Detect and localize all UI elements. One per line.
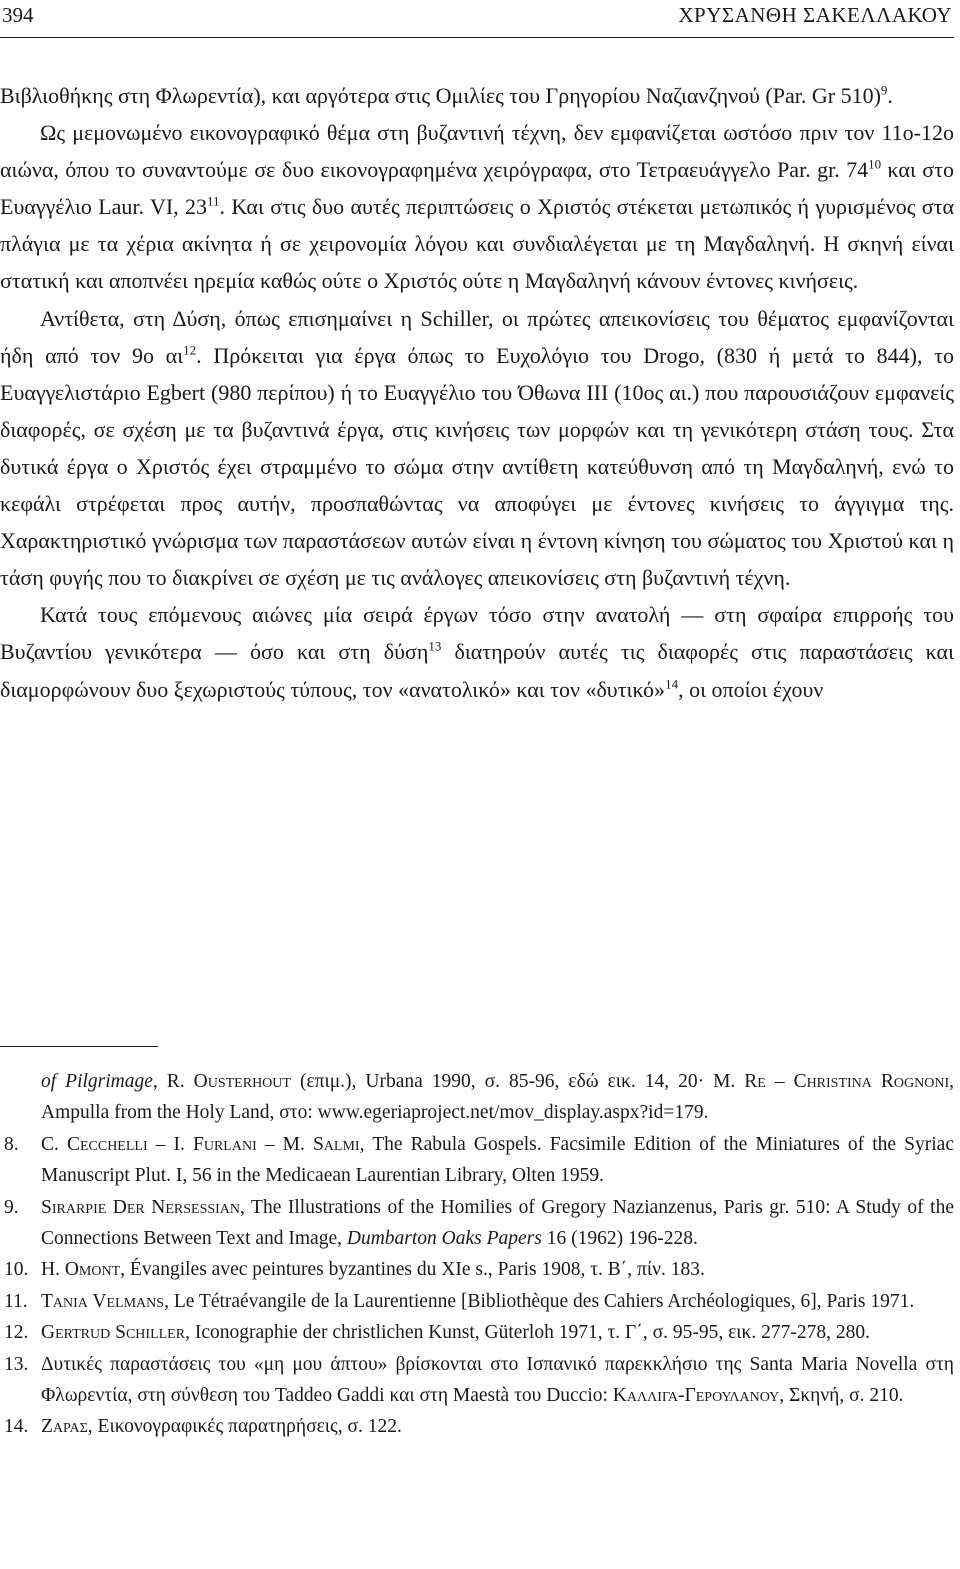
footnote-continued bbox=[0, 1066, 954, 1129]
author-name: Ζαρας bbox=[41, 1416, 88, 1438]
footnote-number: 13. bbox=[4, 1353, 29, 1375]
paragraph bbox=[0, 596, 954, 707]
footnote-13 bbox=[0, 1349, 954, 1412]
text-run: Κατά τους επόμενους αιώνες μία σειρά έργων τόσο στην ανατολή — στη σφαίρα επιρροής του Βυζαντίου γενικότερα — όσο και στη δύση bbox=[0, 602, 954, 665]
running-header bbox=[2, 0, 952, 40]
paragraph bbox=[0, 114, 954, 299]
page-number: 394 bbox=[2, 3, 34, 27]
text-run: (επιμ.), Urbana 1990, σ. 85-96, εδώ εικ. 14, 20· M. bbox=[290, 1071, 745, 1092]
text-run: , The Illustrations of the Homilies of Gregory Nazianzenus, Paris gr. 510: A Study of the Connections Between Text and Image, bbox=[41, 1196, 954, 1250]
text-run: , οι οποίοι έχουν bbox=[678, 676, 824, 702]
header-rule bbox=[0, 37, 954, 38]
footnote-ref[interactable]: 12 bbox=[183, 342, 197, 358]
footnote-ref[interactable]: 11 bbox=[207, 193, 220, 209]
author-name: Gertrud Schiller bbox=[41, 1322, 186, 1344]
text-run: , Εικονογραφικές παρατηρήσεις, σ. 122. bbox=[87, 1416, 402, 1438]
footnote-8 bbox=[0, 1129, 954, 1192]
footnote-number: 12. bbox=[4, 1322, 29, 1344]
footnote-14 bbox=[0, 1411, 954, 1442]
footnote-number: 8. bbox=[4, 1133, 19, 1155]
footnote-9 bbox=[0, 1192, 954, 1255]
text-run: , Le Tétraévangile de la Laurentienne [Bibliothèque des Cahiers Archéologiques, 6], Paris 1971. bbox=[164, 1290, 915, 1312]
text-run: . Πρόκειται για έργα όπως το Ευχολόγιο του Drogo, (830 ή μετά το 844), το Ευαγγελιστάριο Egbert (980 περίπου) ή το Ευαγγέλιο του Όθωνα ΙΙΙ (10ος αι.) που παρουσιάζουν εμφανείς διαφορές, σε σχέση με τα βυζαντινά έργα, στις κινήσεις των μορφών και τη γενικότερη στάση τους. Στα δυτικά έργα ο Χριστός έχει στραμμένο το σώμα στην αντίθετη κατεύθυνση από τη Μαγδαληνή, ενώ το κεφάλι στρέφεται προς αυτήν, προσπαθώντας να αποφύγει με έντονες κινήσεις το άγγιγμα της. Χαρακτηριστικό γνώρισμα των παραστάσεων αυτών είναι η έντονη κίνηση του σώματος του Χριστού και η τάση φυγής που το διακρίνει σε σχέση με τις ανάλογες απεικονίσεις στη βυζαντινή τέχνη. bbox=[0, 342, 955, 591]
text-run: , The Rabula Gospels. Facsimile Edition of the Miniatures of the Syriac Manuscript Plut. I, 56 in the Medicaean Laurentian Library, Olten 1959. bbox=[41, 1133, 954, 1187]
footnote-number: 9. bbox=[4, 1196, 19, 1218]
text-run: Δυτικές παραστάσεις του «μη μου άπτου» βρίσκονται στο Ισπανικό παρεκκλήσιο της Santa Maria Novella στη Φλωρεντία, στη σύνθεση του Taddeo Gaddi και στη Maestà του Duccio: bbox=[41, 1353, 954, 1407]
footnote-number: 10. bbox=[4, 1259, 29, 1281]
journal-title: Dumbarton Oaks Papers bbox=[346, 1228, 542, 1250]
footnote-number: 14. bbox=[4, 1416, 29, 1438]
footnotes bbox=[0, 1066, 954, 1443]
footnote-number: 11. bbox=[4, 1290, 28, 1312]
text-run: Ως μεμονωμένο εικονογραφικό θέμα στη βυζαντινή τέχνη, δεν εμφανίζεται ωστόσο πριν τον 11ο-12ο αιώνα, όπου το συναντούμε σε δυο εικονογραφημένα χειρόγραφα, στο Τετραευάγγελο Par. gr. 74 bbox=[0, 120, 954, 183]
text-run: διατηρούν αυτές τις διαφορές στις παραστάσεις και διαμορφώνουν δυο ξεχωριστούς τύπους, τον «ανατολικό» και τον «δυτικό» bbox=[0, 639, 955, 702]
footnote-12 bbox=[0, 1317, 954, 1348]
footnote-ref[interactable]: 14 bbox=[665, 676, 679, 692]
running-title: ΧΡΥΣΑΝΘΗ ΣΑΚΕΛΛΑΚΟΥ bbox=[678, 3, 952, 27]
author-name: C. Cecchelli – I. Furlani – M. Salmi bbox=[41, 1133, 360, 1155]
text-run: . Και στις δυο αυτές περιπτώσεις ο Χριστός στέκεται μετωπικός ή γυρισμένος στα πλάγια με τα χέρια ακίνητα ή σε χειρονομία λόγου και συνδιαλέγεται με τη Μαγδαληνή. Η σκηνή είναι στατική και αποπνέει ηρεμία καθώς ούτε ο Χριστός ούτε η Μαγδαληνή κάνουν έντονες κινήσεις. bbox=[0, 194, 954, 294]
footnote-ref[interactable]: 9 bbox=[880, 82, 888, 98]
text-run: . bbox=[887, 83, 893, 108]
text-run: of Pilgrimage bbox=[41, 1071, 153, 1092]
author-name: Ousterhout bbox=[193, 1071, 291, 1092]
text-run: και στο Ευαγγέλιο Laur. VI, 23 bbox=[0, 157, 954, 220]
footnote-10 bbox=[0, 1254, 954, 1285]
footnote-ref[interactable]: 10 bbox=[868, 156, 882, 172]
author-name: Re – Christina Rognoni bbox=[744, 1071, 950, 1092]
main-text bbox=[0, 77, 954, 708]
footnote-separator bbox=[0, 1046, 158, 1047]
paragraph bbox=[0, 77, 954, 114]
text-run: 16 (1962) 196-228. bbox=[541, 1228, 698, 1250]
footnote-ref[interactable]: 13 bbox=[428, 639, 442, 655]
text-run: Αντίθετα, στη Δύση, όπως επισημαίνει η Schiller, οι πρώτες απεικονίσεις του θέματος εμφανίζονται ήδη από τον 9ο αι bbox=[0, 305, 954, 368]
text-run: , R. bbox=[152, 1071, 194, 1092]
text-run: , Ampulla from the Holy Land, στο: www.egeriaproject.net/mov_display.aspx?id=179. bbox=[41, 1071, 954, 1124]
author-name: Καλλιγα-Γερουλανου bbox=[612, 1385, 780, 1407]
text-run: Βιβλιοθήκης στη Φλωρεντία), και αργότερα στις Ομιλίες του Γρηγορίου Ναζιανζηνού (Par. Gr 510) bbox=[0, 83, 881, 108]
text-run: , Évangiles avec peintures byzantines du XIe s., Paris 1908, τ. Β΄, πίν. 183. bbox=[120, 1259, 705, 1281]
footnote-11 bbox=[0, 1286, 954, 1317]
paragraph bbox=[0, 300, 954, 597]
text-run: , Iconographie der christlichen Kunst, Güterloh 1971, τ. Γ΄, σ. 95-95, εικ. 277-278, 280. bbox=[185, 1322, 870, 1344]
author-name: Omont bbox=[64, 1259, 121, 1281]
text-run: H. bbox=[41, 1259, 65, 1281]
author-name: Sirarpie Der Nersessian bbox=[41, 1196, 241, 1218]
text-run: , Σκηνή, σ. 210. bbox=[779, 1385, 904, 1407]
author-name: Tania Velmans bbox=[41, 1290, 165, 1312]
